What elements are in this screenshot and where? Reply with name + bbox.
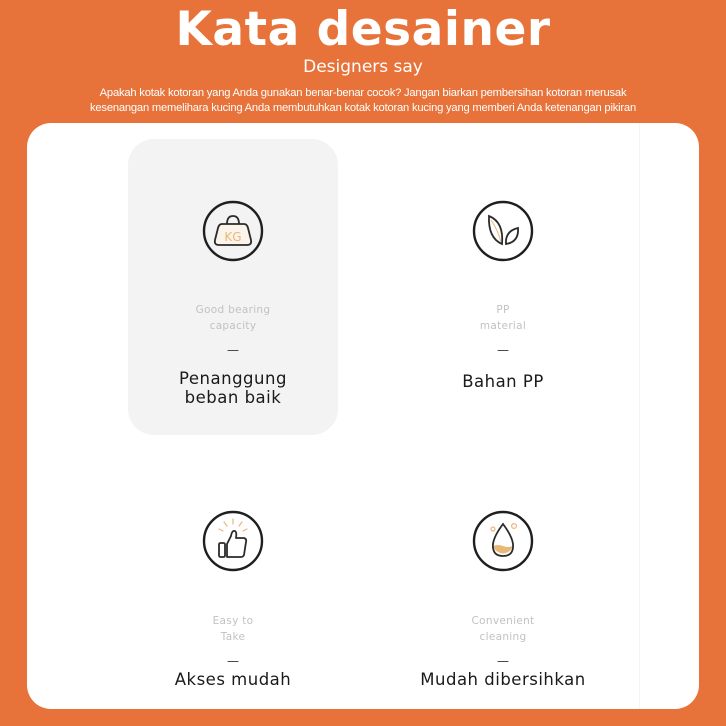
features-card [27, 123, 699, 709]
leaves-icon [472, 200, 534, 262]
feature-english-caption: Good bearing capacity [195, 304, 271, 332]
kg-icon-text: KG [224, 230, 242, 244]
feature-convenient-cleaning [398, 448, 608, 708]
description-line-1: Apakah kotak kotoran yang Anda gunakan benar-benar cocok? Jangan biarkan pembersihan kotoran merusak [99, 87, 627, 99]
description-line-2: kesenangan memelihara kucing Anda membutuhkan kotak kotoran kucing yang memberi Anda ketenangan pikiran [90, 102, 636, 114]
feature-label: Penanggung beban baik [179, 369, 287, 407]
feature-bearing-capacity [128, 139, 338, 435]
feature-english-caption: Easy to Take [212, 615, 254, 643]
feature-pp-material [398, 139, 608, 435]
page-title: Kata desainer [175, 2, 551, 57]
feature-dash: — [497, 343, 509, 357]
page-description [20, 86, 706, 116]
feature-label: Bahan PP [462, 372, 544, 391]
water-drop-icon [472, 510, 534, 572]
feature-label: Mudah dibersihkan [420, 670, 586, 689]
thumbs-up-icon [202, 510, 264, 572]
feature-dash: — [227, 343, 239, 357]
feature-dash: — [227, 654, 239, 668]
feature-dash: — [497, 654, 509, 668]
kg-weight-icon [202, 200, 264, 262]
card-divider [639, 123, 640, 709]
feature-english-caption: Convenient cleaning [471, 615, 535, 643]
feature-easy-to-take [128, 448, 338, 708]
feature-label: Akses mudah [174, 670, 292, 689]
feature-english-caption: PP material [479, 304, 527, 332]
page-subtitle: Designers say [303, 57, 423, 77]
